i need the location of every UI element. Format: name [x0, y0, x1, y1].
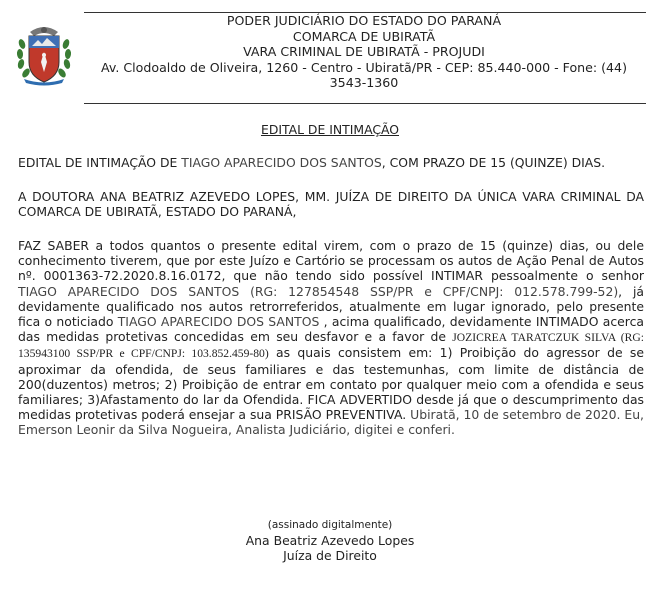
body-defendant-id: TIAGO APARECIDO DOS SANTOS (RG: 127854548 SSP/PR e CPF/CNPJ: 012.578.799-52) [18, 283, 619, 299]
paragraph-intro [18, 155, 644, 170]
paragraph-body [18, 238, 644, 438]
signature-note: (assinado digitalmente) [267, 519, 393, 531]
header-line-court: PODER JUDICIÁRIO DO ESTADO DO PARANÁ [226, 13, 502, 28]
body-text-3: , acima qualificado, devidamente INTIMADO acerca das medidas protetivas concedidas em seu desfavor e a favor de [18, 314, 645, 345]
parana-coat-of-arms-icon [14, 22, 74, 86]
paragraph-judge: A DOUTORA ANA BEATRIZ AZEVEDO LOPES, MM. JUÍZA DE DIREITO DA ÚNICA VARA CRIMINAL DA COMARCA DE UBIRATÃ, ESTADO DO PARANÁ, [18, 189, 644, 220]
intro-text-b: , COM PRAZO DE 15 (QUINZE) DIAS. [381, 155, 606, 170]
body-victim-id: JOZICREA TARATCZUK SILVA (RG: 135943100 SSP/PR e CPF/CNPJ: 103.852.459-80) [18, 331, 644, 361]
header-bottom-rule [84, 103, 646, 104]
document-header [84, 13, 644, 91]
body-text-2: , já devidamente qualificado nos autos retrorreferidos, atualmente em lugar ignorado, pelo presente fica o noticiado [18, 283, 644, 330]
body-closing: Ubiratã, 10 de setembro de 2020. Eu, Emerson Leonir da Silva Nogueira, Analista Judiciário, digitei e conferi. [18, 407, 644, 438]
signature-role: Juíza de Direito [283, 548, 377, 563]
header-line-district: COMARCA DE UBIRATÃ [292, 28, 436, 44]
document-title: EDITAL DE INTIMAÇÃO [260, 122, 399, 137]
intro-name: TIAGO APARECIDO DOS SANTOS [181, 155, 382, 170]
header-line-division: VARA CRIMINAL DE UBIRATÃ - PROJUDI [243, 44, 485, 60]
body-defendant-name: TIAGO APARECIDO DOS SANTOS [117, 314, 320, 330]
intro-text-a: EDITAL DE INTIMAÇÃO DE [18, 155, 182, 170]
header-line-phone: 3543-1360 [329, 75, 399, 91]
header-line-address: Av. Clodoaldo de Oliveira, 1260 - Centro - Ubiratã/PR - CEP: 85.440-000 - Fone: (44) [101, 59, 627, 75]
signature-name: Ana Beatriz Azevedo Lopes [245, 533, 415, 548]
signature-block [0, 518, 660, 563]
body-text-4: as quais consistem em: 1) Proibição do agressor de se aproximar da ofendida, de seus familiares e das testemunhas, com limite de distância de 200(duzentos) metros; 2) Proibição de entrar em contato por qualquer meio com a ofendida e seus familiares; 3)Afastamento do lar da Ofendida. FICA ADVERTIDO desde já que o descumprimento das medidas protetivas poderá ensejar a sua PRISÃO PREVENTIVA. [18, 345, 645, 423]
body-text-1: FAZ SABER a todos quantos o presente edital virem, com o prazo de 15 (quinze) dias, ou dele conhecimento tiverem, que por este Juízo e Cartório se processam os autos de Ação Penal de Autos nº. 0001363-72.2020.8.16.0172, que não tendo sido possível INTIMAR pessoalmente o senhor [18, 238, 644, 284]
